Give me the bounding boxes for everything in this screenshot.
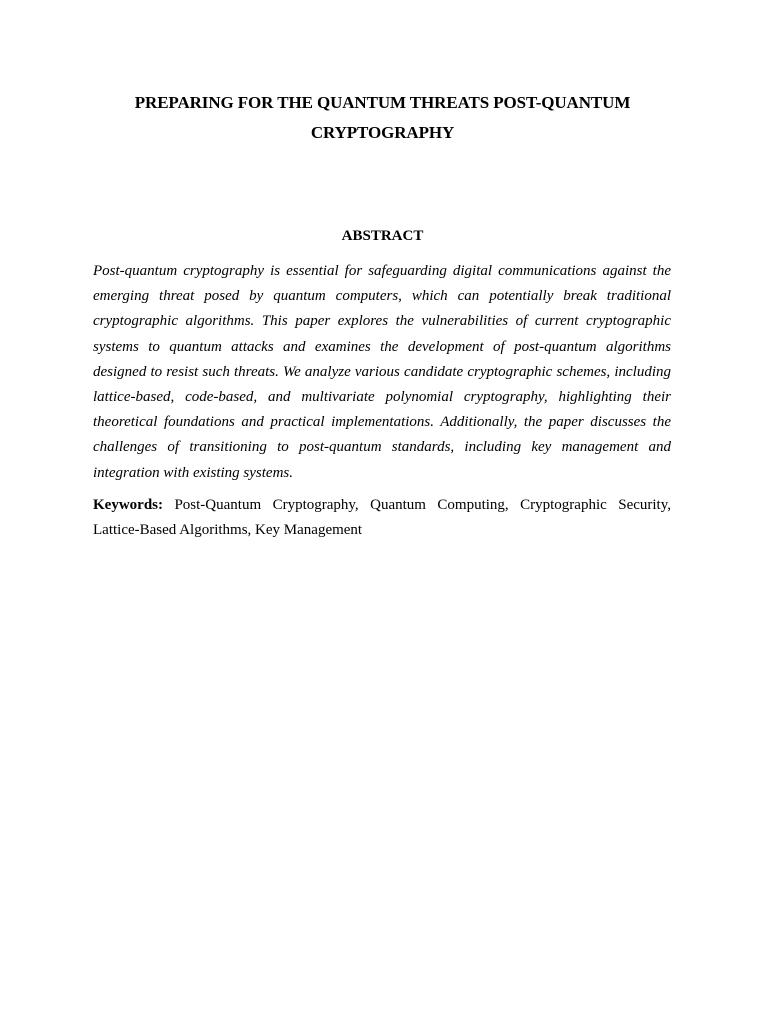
abstract-text: Post-quantum cryptography is essential for safeguarding digital communications against the emerging threat posed by quantum computers, which can potentially break traditional cryptographic algorithms. This paper explores the vulnerabilities of current cryptographic systems to quantum attacks and examines the development of post-quantum algorithms designed to resist such threats. We analyze various candidate cryptographic schemes, including lattice-based, code-based, and multivariate polynomial cryptography, highlighting their theoretical foundations and practical implementations. Additionally, the paper discusses the challenges of transitioning to post-quantum standards, including key management and integration with existing systems. — [93, 263, 671, 481]
abstract-heading: ABSTRACT — [341, 228, 424, 244]
paper-title: PREPARING FOR THE QUANTUM THREATS POST-QUANTUM CRYPTOGRAPHY — [134, 93, 631, 142]
keywords-label: Keywords: — [93, 497, 163, 513]
keywords-paragraph — [93, 493, 671, 543]
keywords-text: Post-Quantum Cryptography, Quantum Computing, Cryptographic Security, Lattice-Based Algorithms, Key Management — [93, 497, 671, 538]
